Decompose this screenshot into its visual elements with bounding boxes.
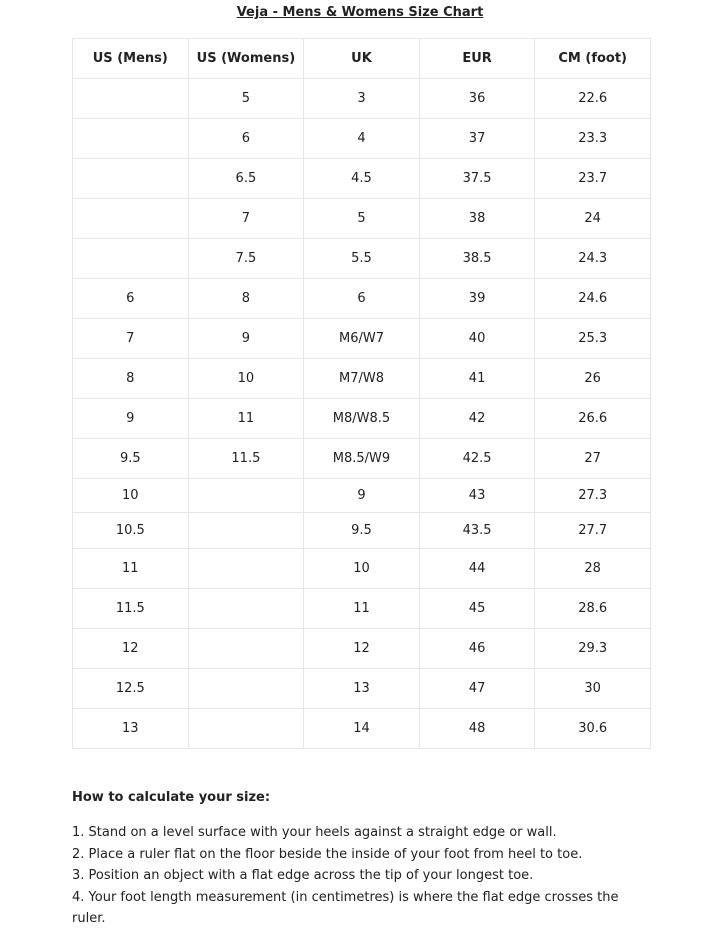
cell-us-womens: 7	[188, 199, 304, 239]
cell-eur: 45	[419, 589, 535, 629]
cell-uk: 6	[304, 279, 420, 319]
cell-us-mens	[73, 239, 189, 279]
table-row	[73, 359, 651, 399]
cell-us-womens: 7.5	[188, 239, 304, 279]
cell-uk: 5	[304, 199, 420, 239]
cell-us-womens: 5	[188, 79, 304, 119]
cell-us-mens: 8	[73, 359, 189, 399]
step-4: 4. Your foot length measurement (in centimetres) is where the flat edge crosses the ruler.	[72, 889, 619, 926]
page-title: Veja - Mens & Womens Size Chart	[236, 5, 484, 20]
cell-us-mens: 13	[73, 709, 189, 749]
cell-cm: 23.7	[535, 159, 651, 199]
cell-uk: M8.5/W9	[304, 439, 420, 479]
table-row	[73, 479, 651, 513]
cell-eur: 43.5	[419, 513, 535, 549]
cell-us-mens: 11.5	[73, 589, 189, 629]
cell-uk: 9.5	[304, 513, 420, 549]
cell-uk: M7/W8	[304, 359, 420, 399]
header-us-mens: US (Mens)	[73, 39, 189, 79]
cell-uk: 4	[304, 119, 420, 159]
table-row	[73, 119, 651, 159]
cell-cm: 27.7	[535, 513, 651, 549]
cell-eur: 43	[419, 479, 535, 513]
cell-us-womens: 10	[188, 359, 304, 399]
table-row	[73, 709, 651, 749]
table-row	[73, 159, 651, 199]
cell-cm: 28	[535, 549, 651, 589]
cell-us-mens: 6	[73, 279, 189, 319]
cell-cm: 24.6	[535, 279, 651, 319]
cell-us-mens	[73, 199, 189, 239]
cell-eur: 42.5	[419, 439, 535, 479]
size-chart-table	[72, 38, 651, 749]
table-row	[73, 399, 651, 439]
cell-us-mens: 7	[73, 319, 189, 359]
cell-cm: 30	[535, 669, 651, 709]
cell-us-mens: 10.5	[73, 513, 189, 549]
cell-us-womens	[188, 549, 304, 589]
cell-cm: 24	[535, 199, 651, 239]
cell-us-womens	[188, 709, 304, 749]
cell-us-womens: 9	[188, 319, 304, 359]
cell-uk: 12	[304, 629, 420, 669]
cell-us-mens: 9	[73, 399, 189, 439]
cell-eur: 38	[419, 199, 535, 239]
cell-eur: 47	[419, 669, 535, 709]
cell-cm: 26	[535, 359, 651, 399]
cell-eur: 40	[419, 319, 535, 359]
step-2: 2. Place a ruler flat on the floor beside the inside of your foot from heel to toe.	[72, 846, 583, 862]
cell-eur: 37.5	[419, 159, 535, 199]
cell-us-womens	[188, 513, 304, 549]
cell-us-mens: 9.5	[73, 439, 189, 479]
cell-uk: 10	[304, 549, 420, 589]
table-row	[73, 239, 651, 279]
cell-cm: 25.3	[535, 319, 651, 359]
cell-uk: M8/W8.5	[304, 399, 420, 439]
cell-cm: 22.6	[535, 79, 651, 119]
table-row	[73, 549, 651, 589]
cell-uk: 9	[304, 479, 420, 513]
cell-eur: 44	[419, 549, 535, 589]
cell-us-womens	[188, 589, 304, 629]
cell-cm: 28.6	[535, 589, 651, 629]
table-row	[73, 589, 651, 629]
table-row	[73, 319, 651, 359]
cell-us-mens: 12.5	[73, 669, 189, 709]
cell-uk: 11	[304, 589, 420, 629]
cell-cm: 27	[535, 439, 651, 479]
cell-uk: M6/W7	[304, 319, 420, 359]
cell-us-womens	[188, 479, 304, 513]
header-us-womens: US (Womens)	[188, 39, 304, 79]
cell-eur: 48	[419, 709, 535, 749]
cell-us-womens	[188, 629, 304, 669]
cell-us-mens: 12	[73, 629, 189, 669]
table-row	[73, 199, 651, 239]
cell-eur: 39	[419, 279, 535, 319]
cell-cm: 30.6	[535, 709, 651, 749]
table-row	[73, 439, 651, 479]
table-row	[73, 513, 651, 549]
header-eur: EUR	[419, 39, 535, 79]
cell-uk: 4.5	[304, 159, 420, 199]
cell-uk: 14	[304, 709, 420, 749]
cell-cm: 24.3	[535, 239, 651, 279]
cell-us-mens: 10	[73, 479, 189, 513]
table-header-row	[73, 39, 651, 79]
cell-us-mens: 11	[73, 549, 189, 589]
cell-us-womens	[188, 669, 304, 709]
header-cm-foot: CM (foot)	[535, 39, 651, 79]
cell-eur: 36	[419, 79, 535, 119]
how-to-steps	[72, 822, 652, 930]
cell-us-womens: 11.5	[188, 439, 304, 479]
step-3: 3. Position an object with a flat edge across the tip of your longest toe.	[72, 868, 534, 883]
cell-us-womens: 8	[188, 279, 304, 319]
cell-us-mens	[73, 79, 189, 119]
table-row	[73, 669, 651, 709]
cell-uk: 3	[304, 79, 420, 119]
cell-us-mens	[73, 159, 189, 199]
cell-eur: 42	[419, 399, 535, 439]
cell-cm: 23.3	[535, 119, 651, 159]
cell-uk: 5.5	[304, 239, 420, 279]
header-uk: UK	[304, 39, 420, 79]
cell-eur: 41	[419, 359, 535, 399]
cell-eur: 38.5	[419, 239, 535, 279]
cell-eur: 46	[419, 629, 535, 669]
how-to-title: How to calculate your size:	[72, 790, 271, 805]
table-row	[73, 629, 651, 669]
cell-us-womens: 11	[188, 399, 304, 439]
cell-cm: 29.3	[535, 629, 651, 669]
table-row	[73, 79, 651, 119]
step-1: 1. Stand on a level surface with your heels against a straight edge or wall.	[72, 825, 557, 840]
table-row	[73, 279, 651, 319]
cell-cm: 26.6	[535, 399, 651, 439]
cell-eur: 37	[419, 119, 535, 159]
cell-us-mens	[73, 119, 189, 159]
cell-us-womens: 6.5	[188, 159, 304, 199]
cell-cm: 27.3	[535, 479, 651, 513]
cell-uk: 13	[304, 669, 420, 709]
cell-us-womens: 6	[188, 119, 304, 159]
